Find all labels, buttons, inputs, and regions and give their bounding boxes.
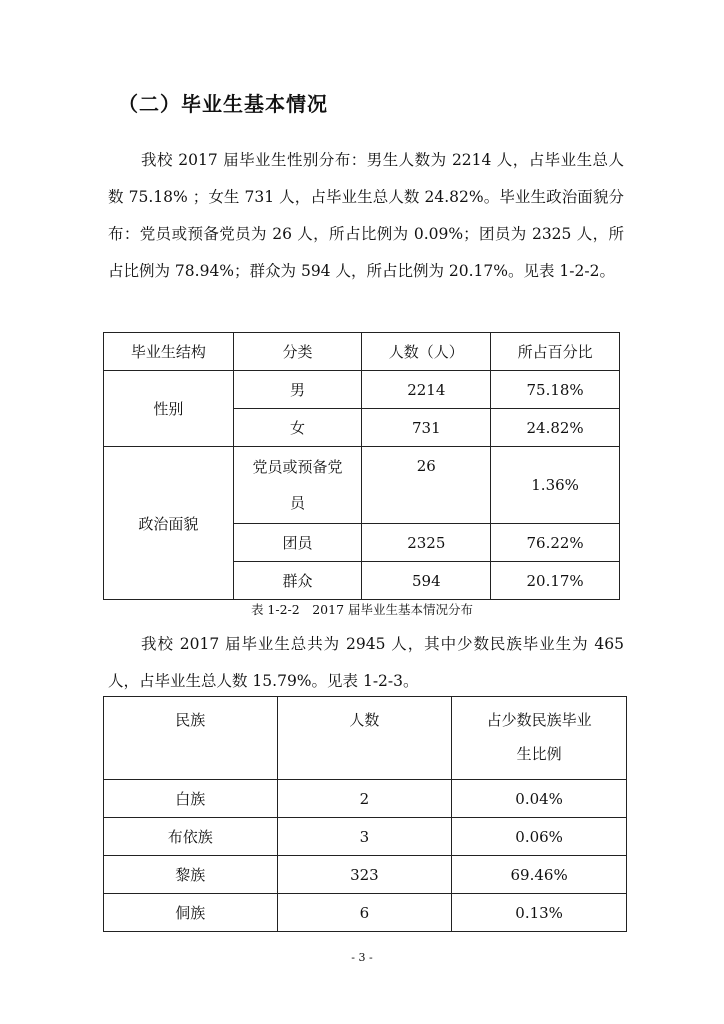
category-cell: 群众 [233, 562, 362, 600]
category-cell: 男 [233, 371, 362, 409]
category-cell: 女 [233, 409, 362, 447]
ethnicity-cell: 侗族 [104, 894, 278, 932]
category-cell: 党员或预备党员 [233, 447, 362, 524]
percent-cell: 69.46% [452, 856, 627, 894]
header-cell: 所占百分比 [491, 333, 620, 371]
header-cell: 人数（人） [362, 333, 491, 371]
table-row [104, 371, 620, 409]
header-cell: 民族 [104, 697, 278, 780]
group-cell-gender: 性别 [104, 371, 234, 447]
table-row [104, 856, 627, 894]
table-caption: 表 1-2-2 2017 届毕业生基本情况分布 [250, 602, 474, 617]
category-cell: 团员 [233, 524, 362, 562]
count-cell: 594 [362, 562, 491, 600]
count-cell: 2 [277, 780, 452, 818]
section-heading: （二）毕业生基本情况 [118, 92, 328, 116]
table-row [104, 818, 627, 856]
count-cell: 3 [277, 818, 452, 856]
table-header-row [104, 697, 627, 780]
graduate-structure-table [103, 332, 620, 600]
ethnicity-cell: 黎族 [104, 856, 278, 894]
percent-cell: 0.13% [452, 894, 627, 932]
count-cell: 323 [277, 856, 452, 894]
count-cell: 2325 [362, 524, 491, 562]
paragraph-gender-politics: 我校 2017 届毕业生性别分布：男生人数为 2214 人，占毕业生总人数 75.18% ；女生 731 人，占毕业生总人数 24.82%。毕业生政治面貌分布：党员或预备党员为 26 人，所占比例为 0.09%；团员为 2325 人，所占比例为 78.94%；群众为 594 人，所占比例为 20.17%。见表 1-2-2。 [108, 151, 624, 280]
count-cell: 6 [277, 894, 452, 932]
percent-cell: 76.22% [491, 524, 620, 562]
header-cell: 人数 [277, 697, 452, 780]
count-cell: 731 [362, 409, 491, 447]
count-cell: 2214 [362, 371, 491, 409]
table-row [104, 894, 627, 932]
percent-cell: 1.36% [491, 447, 620, 524]
header-cell: 分类 [233, 333, 362, 371]
paragraph-ethnic-minority: 我校 2017 届毕业生总共为 2945 人，其中少数民族毕业生为 465 人，占毕业生总人数 15.79%。见表 1-2-3。 [108, 635, 624, 690]
count-cell: 26 [362, 447, 491, 524]
ethnicity-cell: 白族 [104, 780, 278, 818]
page-number: - 3 - [351, 951, 373, 964]
percent-cell: 20.17% [491, 562, 620, 600]
table-header-row [104, 333, 620, 371]
percent-cell: 75.18% [491, 371, 620, 409]
percent-cell: 24.82% [491, 409, 620, 447]
percent-cell: 0.04% [452, 780, 627, 818]
table-row [104, 780, 627, 818]
table-row [104, 447, 620, 524]
percent-cell: 0.06% [452, 818, 627, 856]
ethnic-minority-table [103, 696, 627, 932]
group-cell-politics: 政治面貌 [104, 447, 234, 600]
header-cell: 毕业生结构 [104, 333, 234, 371]
ethnicity-cell: 布依族 [104, 818, 278, 856]
header-cell: 占少数民族毕业生比例 [452, 697, 627, 780]
